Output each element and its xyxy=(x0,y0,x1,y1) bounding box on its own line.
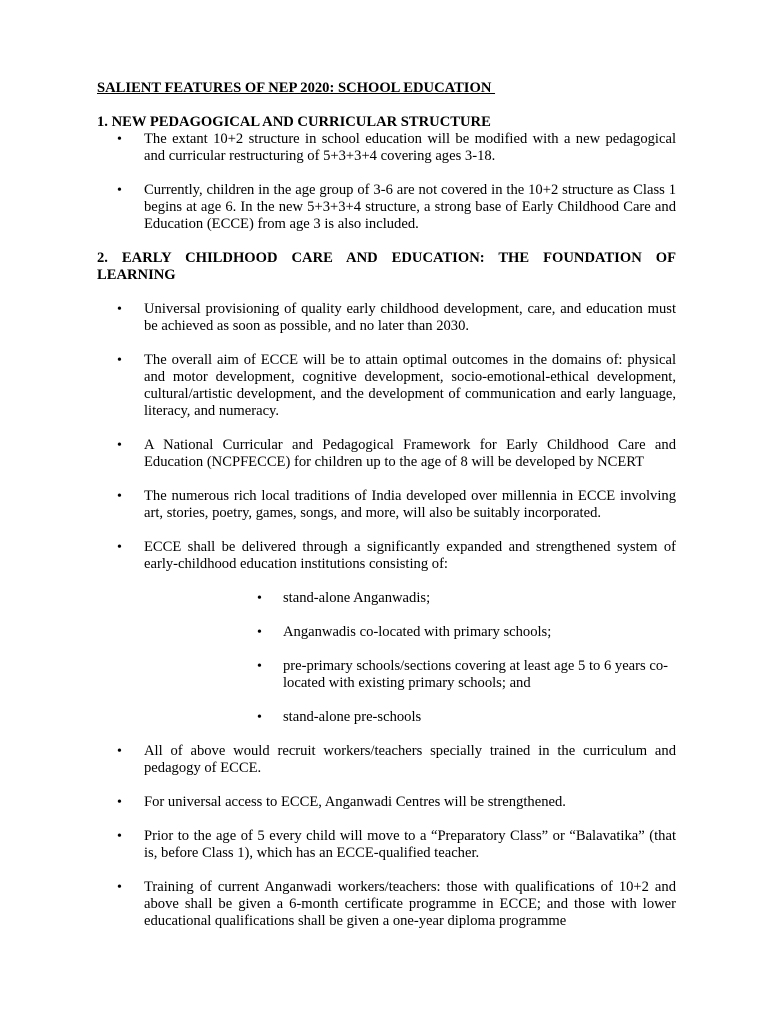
list-item xyxy=(97,879,676,930)
list-item xyxy=(97,590,676,607)
list-item-text: Training of current Anganwadi workers/teachers: those with qualifications of 10+2 and above shall be given a 6-month certificate programme in ECCE; and those with lower educational qualifications shall be given a one-year diploma programme xyxy=(144,879,676,929)
bullet-icon: • xyxy=(117,302,122,317)
section-2-bullet-list xyxy=(97,301,676,573)
list-item-text: For universal access to ECCE, Anganwadi Centres will be strengthened. xyxy=(144,794,566,810)
list-item-text: All of above would recruit workers/teachers specially trained in the curriculum and pedagogy of ECCE. xyxy=(144,743,676,776)
list-item-text: Anganwadis co-located with primary schools; xyxy=(283,624,552,640)
list-item xyxy=(97,658,676,692)
bullet-icon: • xyxy=(117,795,122,810)
list-item xyxy=(97,437,676,471)
bullet-icon: • xyxy=(257,659,262,674)
list-item xyxy=(97,743,676,777)
bullet-icon: • xyxy=(117,880,122,895)
list-item-text: ECCE shall be delivered through a significantly expanded and strengthened system of early-childhood education institutions consisting of: xyxy=(144,539,676,572)
bullet-icon: • xyxy=(117,489,122,504)
bullet-icon: • xyxy=(257,625,262,640)
document-page xyxy=(97,80,676,930)
list-item xyxy=(97,828,676,862)
list-item-text: A National Curricular and Pedagogical Framework for Early Childhood Care and Education (NCPFECCE) for children up to the age of 8 will be developed by NCERT xyxy=(144,437,676,470)
list-item-text: Prior to the age of 5 every child will move to a “Preparatory Class” or “Balavatika” (that is, before Class 1), which has an ECCE-qualified teacher. xyxy=(144,828,676,861)
section-2-bullet-list-continued xyxy=(97,743,676,930)
list-item xyxy=(97,539,676,573)
list-item-text: The extant 10+2 structure in school education will be modified with a new pedagogical and curricular restructuring of 5+3+3+4 covering ages 3-18. xyxy=(144,131,676,164)
list-item-text: stand-alone pre-schools xyxy=(283,709,422,725)
list-item-text: The overall aim of ECCE will be to attain optimal outcomes in the domains of: physical and motor development, cognitive development, socio-emotional-ethical development, cultural/artistic development, and the development of communication and early language, literacy, and numeracy. xyxy=(144,352,676,419)
institution-types-list xyxy=(97,590,676,726)
list-item-text: Currently, children in the age group of 3-6 are not covered in the 10+2 structure as Class 1 begins at age 6. In the new 5+3+3+4 structure, a strong base of Early Childhood Care and Education (ECCE) from age 3 is also included. xyxy=(144,182,676,232)
bullet-icon: • xyxy=(117,353,122,368)
section-1-bullet-list xyxy=(97,131,676,233)
bullet-icon: • xyxy=(117,540,122,555)
list-item xyxy=(97,624,676,641)
list-item-text: Universal provisioning of quality early childhood development, care, and education must be achieved as soon as possible, and no later than 2030. xyxy=(144,301,676,334)
list-item xyxy=(97,794,676,811)
bullet-icon: • xyxy=(117,438,122,453)
list-item xyxy=(97,131,676,165)
bullet-icon: • xyxy=(117,744,122,759)
list-item xyxy=(97,488,676,522)
bullet-icon: • xyxy=(257,710,262,725)
bullet-icon: • xyxy=(117,132,122,147)
list-item xyxy=(97,182,676,233)
document-title: SALIENT FEATURES OF NEP 2020: SCHOOL EDUCATION xyxy=(97,80,496,96)
list-item-text: stand-alone Anganwadis; xyxy=(283,590,431,606)
bullet-icon: • xyxy=(117,829,122,844)
list-item xyxy=(97,301,676,335)
section-heading-1: 1. NEW PEDAGOGICAL AND CURRICULAR STRUCTURE xyxy=(97,114,491,130)
section-heading-2: 2. EARLY CHILDHOOD CARE AND EDUCATION: THE FOUNDATION OF LEARNING xyxy=(97,250,676,283)
bullet-icon: • xyxy=(117,183,122,198)
list-item xyxy=(97,352,676,420)
list-item-text: The numerous rich local traditions of India developed over millennia in ECCE involving art, stories, poetry, games, songs, and more, will also be suitably incorporated. xyxy=(144,488,676,521)
list-item xyxy=(97,709,676,726)
list-item-text: pre-primary schools/sections covering at least age 5 to 6 years co-located with existing primary schools; and xyxy=(283,658,668,691)
bullet-icon: • xyxy=(257,591,262,606)
